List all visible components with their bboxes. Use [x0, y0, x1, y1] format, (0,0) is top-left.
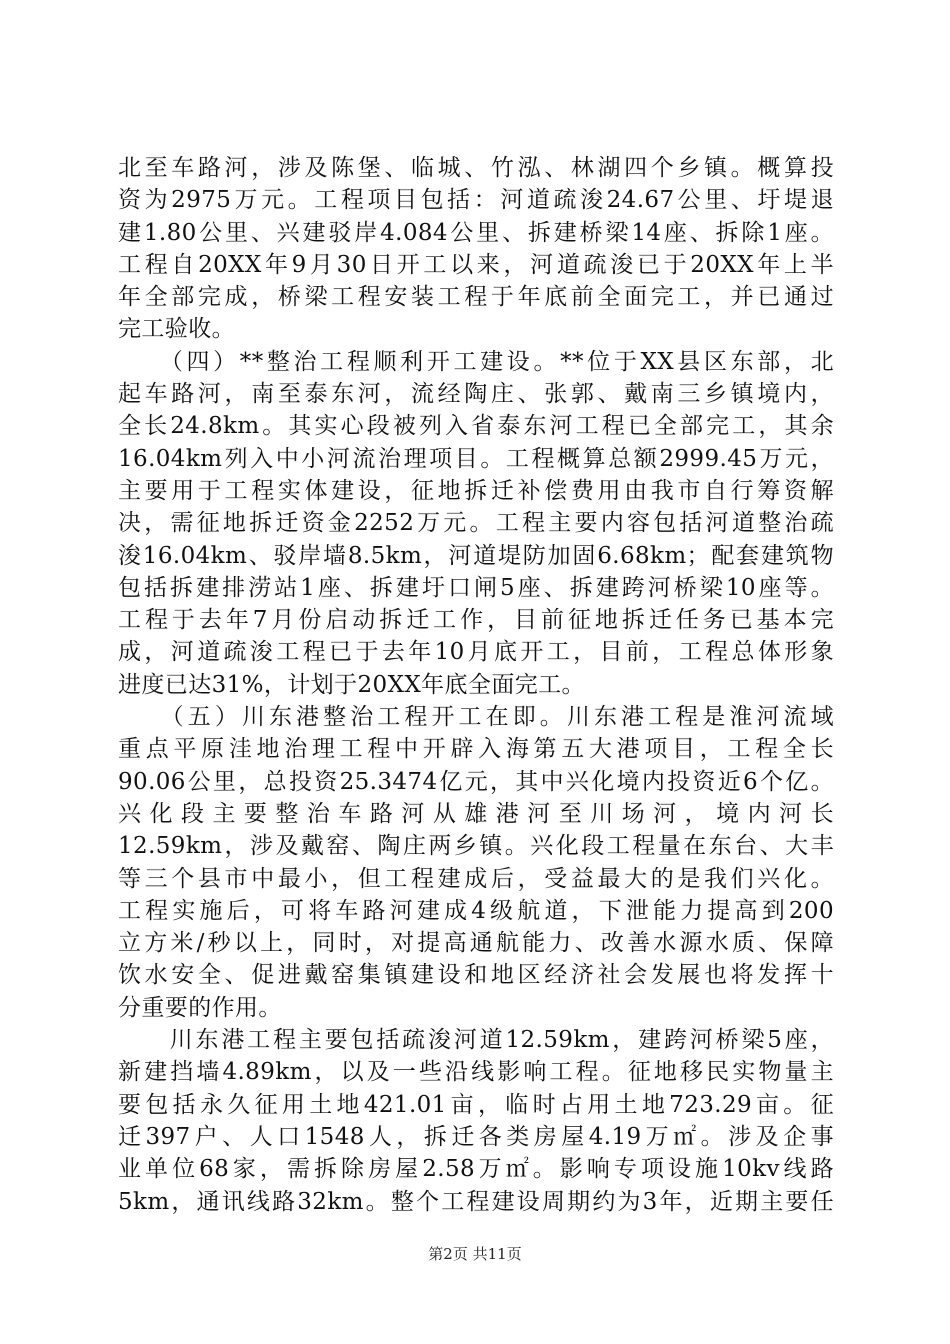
- text-line: 决，需征地拆迁资金2252万元。工程主要内容包括河道整治疏: [118, 510, 834, 537]
- text-line: 工程于去年7月份启动拆迁工作，目前征地拆迁任务已基本完: [118, 607, 834, 634]
- text-line: 浚16.04km、驳岸墙8.5km，河道堤防加固6.68km；配套建筑物: [118, 542, 834, 569]
- text-line: 完工验收。: [118, 316, 235, 343]
- text-line: 主要用于工程实体建设，征地拆迁补偿费用由我市自行筹资解: [118, 477, 834, 504]
- text-line: 立方米/秒以上，同时，对提高通航能力、改善水源水质、保障: [118, 930, 834, 957]
- text-line: 饮水安全、促进戴窑集镇建设和地区经济社会发展也将发挥十: [118, 962, 834, 989]
- text-line: 川东港工程主要包括疏浚河道12.59km，建跨河桥梁5座，: [118, 1027, 834, 1054]
- text-line: 工程实施后，可将车路河建成4级航道，下泄能力提高到200: [118, 897, 834, 924]
- text-line: 包括拆建排涝站1座、拆建圩口闸5座、拆建跨河桥梁10座等。: [118, 574, 834, 601]
- text-line: 全长24.8km。其实心段被列入省泰东河工程已全部完工，其余: [118, 413, 834, 440]
- text-line: 90.06公里，总投资25.3474亿元，其中兴化境内投资近6个亿。: [118, 768, 834, 795]
- document-body: [118, 152, 834, 1218]
- text-line: 重点平原洼地治理工程中开辟入海第五大港项目，工程全长: [118, 736, 834, 763]
- text-line: 成，河道疏浚工程已于去年10月底开工，目前，工程总体形象: [118, 639, 834, 666]
- text-line: 5km，通讯线路32km。整个工程建设周期约为3年，近期主要任: [118, 1188, 834, 1215]
- text-line: （四）**整治工程顺利开工建设。**位于XX县区东部，北: [118, 348, 834, 375]
- text-line: 资为2975万元。工程项目包括：河道疏浚24.67公里、圩堤退: [118, 187, 834, 214]
- text-line: 北至车路河，涉及陈堡、临城、竹泓、林湖四个乡镇。概算投: [118, 155, 834, 181]
- text-line: 工程自20XX年9月30日开工以来，河道疏浚已于20XX年上半: [118, 251, 834, 278]
- text-line: 业单位68家，需拆除房屋2.58万㎡。影响专项设施10kv线路: [118, 1156, 834, 1183]
- text-line: 要包括永久征用土地421.01亩，临时占用土地723.29亩。征: [118, 1091, 834, 1118]
- text-line: 新建挡墙4.89km，以及一些沿线影响工程。征地移民实物量主: [118, 1059, 834, 1086]
- text-line: 兴化段主要整治车路河从雄港河至川场河，境内河长: [118, 800, 834, 827]
- text-line: 分重要的作用。: [118, 994, 282, 1021]
- text-line: 迁397户、人口1548人，拆迁各类房屋4.19万㎡。涉及企事: [118, 1123, 834, 1150]
- text-line: 起车路河，南至泰东河，流经陶庄、张郭、戴南三乡镇境内，: [118, 381, 834, 408]
- text-line: 年全部完成，桥梁工程安装工程于年底前全面完工，并已通过: [118, 284, 834, 311]
- page-footer: 第2页 共11页: [428, 1245, 522, 1263]
- text-line: 进度已达31%，计划于20XX年底全面完工。: [118, 671, 585, 698]
- text-line: 建1.80公里、兴建驳岸4.084公里、拆建桥梁14座、拆除1座。: [118, 219, 834, 246]
- text-line: 16.04km列入中小河流治理项目。工程概算总额2999.45万元，: [118, 445, 834, 472]
- text-line: （五）川东港整治工程开工在即。川东港工程是淮河流域: [118, 704, 834, 731]
- text-line: 等三个县市中最小，但工程建成后，受益最大的是我们兴化。: [118, 865, 834, 892]
- text-line: 12.59km，涉及戴窑、陶庄两乡镇。兴化段工程量在东台、大丰: [118, 833, 834, 860]
